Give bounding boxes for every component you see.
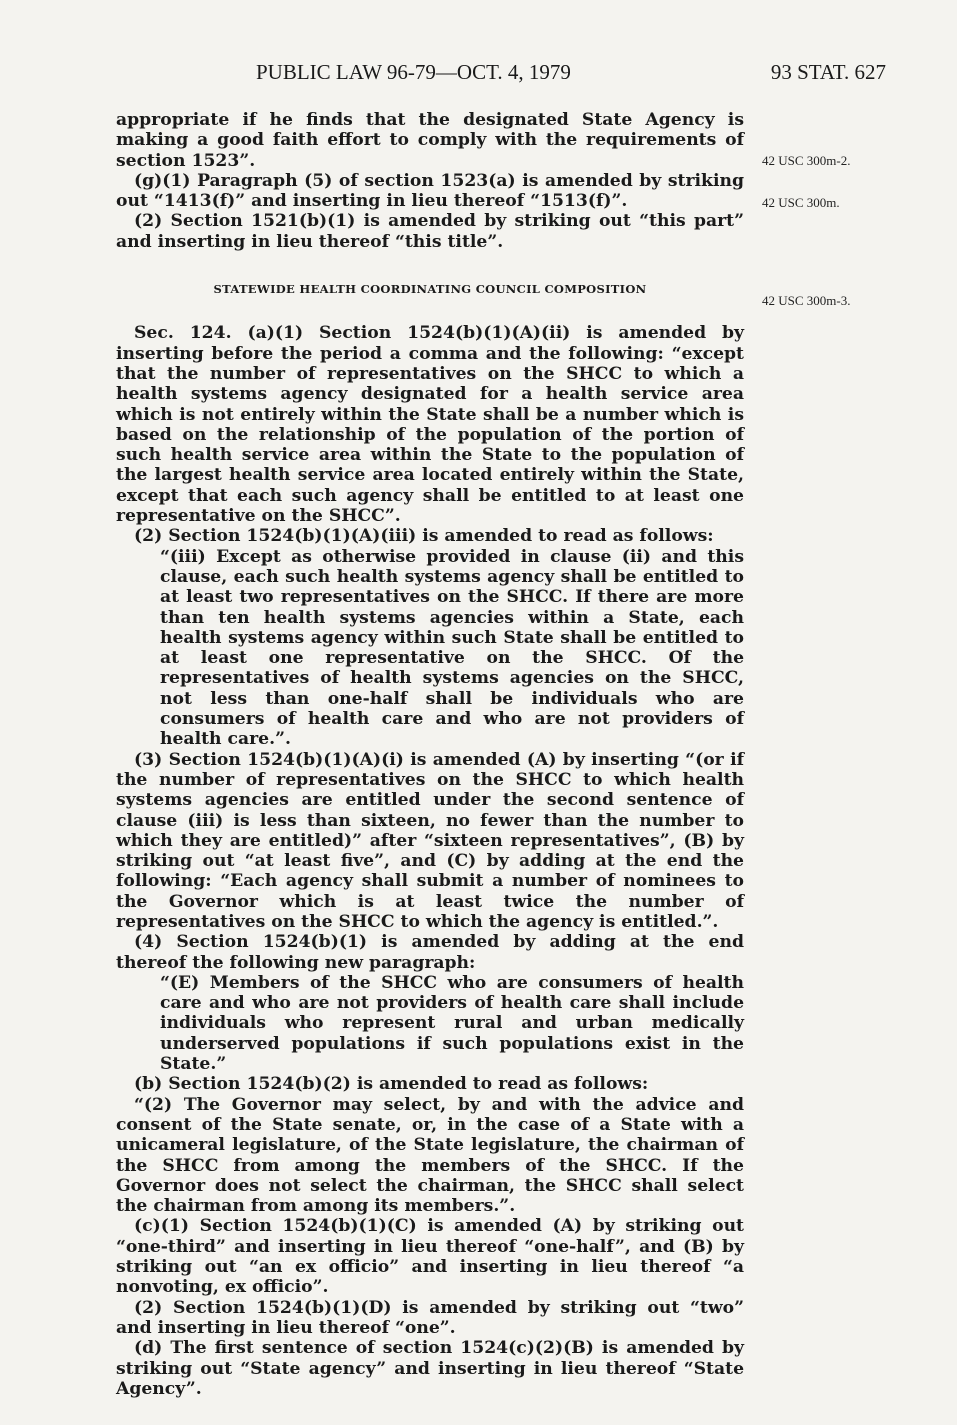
paragraph: (2) Section 1521(b)(1) is amended by striking out “this part” and inserting in lieu thereof “this title”. (116, 211, 744, 252)
margin-note: 42 USC 300m-2. (762, 153, 851, 168)
paragraph: (2) Section 1524(b)(1)(A)(iii) is amended to read as follows: (134, 526, 714, 547)
document-body (116, 110, 744, 1399)
paragraph: (4) Section 1524(b)(1) is amended by adding at the end thereof the following new paragraph: (116, 932, 744, 973)
law-citation: PUBLIC LAW 96-79—OCT. 4, 1979 (256, 60, 571, 84)
quoted-clause: “(E) Members of the SHCC who are consumers of health care and who are not providers of health care shall include individuals who represent rural and urban medically underserved populations if such populations exist in the State.” (160, 972, 744, 1075)
paragraph: Sec. 124. (a)(1) Section 1524(b)(1)(A)(ii) is amended by inserting before the period a comma and the following: “except that the number of representatives on the SHCC to which a health systems agency designated for a health service area which is not entirely within the State shall be a number which is based on the relationship of the population of the portion of such health service area within the State to the population of the largest health service area located entirely within the State, except that each such agency shall be entitled to at least one representative on the SHCC”. (116, 323, 744, 527)
paragraph: (g)(1) Paragraph (5) of section 1523(a) is amended by striking out “1413(f)” and inserting in lieu thereof “1513(f)”. (116, 170, 744, 212)
paragraph: (d) The first sentence of section 1524(c)(2)(B) is amended by striking out “State agency” and inserting in lieu thereof “State Agency”. (116, 1338, 744, 1399)
statute-page: 93 STAT. 627 (770, 60, 886, 84)
paragraph: “(2) The Governor may select, by and with the advice and consent of the State senate, or, in the case of a State with a unicameral legislature, of the State legislature, the chairman of the SHCC from among the members of the SHCC. If the Governor does not select the chairman, the SHCC shall select the chairman from among its members.”. (116, 1094, 744, 1217)
paragraph: appropriate if he finds that the designated State Agency is making a good faith effort to comply with the requirements of section 1523”. (116, 110, 744, 171)
margin-note: 42 USC 300m. (762, 195, 840, 210)
section-heading: STATEWIDE HEALTH COORDINATING COUNCIL COMPOSITION (213, 282, 647, 297)
paragraph: (b) Section 1524(b)(2) is amended to read as follows: (134, 1074, 649, 1095)
paragraph: (c)(1) Section 1524(b)(1)(C) is amended (A) by striking out “one-third” and inserting in lieu thereof “one-half”, and (B) by striking out “an ex officio” and inserting in lieu thereof “a nonvoting, ex officio”. (116, 1216, 744, 1298)
paragraph: (2) Section 1524(b)(1)(D) is amended by striking out “two” and inserting in lieu thereof “one”. (116, 1297, 744, 1338)
margin-note: 42 USC 300m-3. (762, 293, 851, 308)
paragraph: (3) Section 1524(b)(1)(A)(i) is amended (A) by inserting “(or if the number of representatives on the SHCC to which health systems agencies are entitled under the second sentence of clause (iii) is less than sixteen, no fewer than the number to which they are entitled)” after “sixteen representatives”, (B) by striking out “at least five”, and (C) by adding at the end the following: “Each agency shall submit a number of nominees to the Governor which is at least twice the number of representatives on the SHCC to which the agency is entitled.”. (116, 749, 744, 932)
running-header (116, 60, 886, 90)
quoted-clause: “(iii) Except as otherwise provided in clause (ii) and this clause, each such health systems agency shall be entitled to at least two representatives on the SHCC. If there are more than ten health systems agencies within a State, each health systems agency within such State shall be entitled to at least one representative on the SHCC. Of the representatives of health systems agencies on the SHCC, not less than one-half shall be individuals who are consumers of health care and who are not providers of health care.”. (160, 546, 744, 750)
